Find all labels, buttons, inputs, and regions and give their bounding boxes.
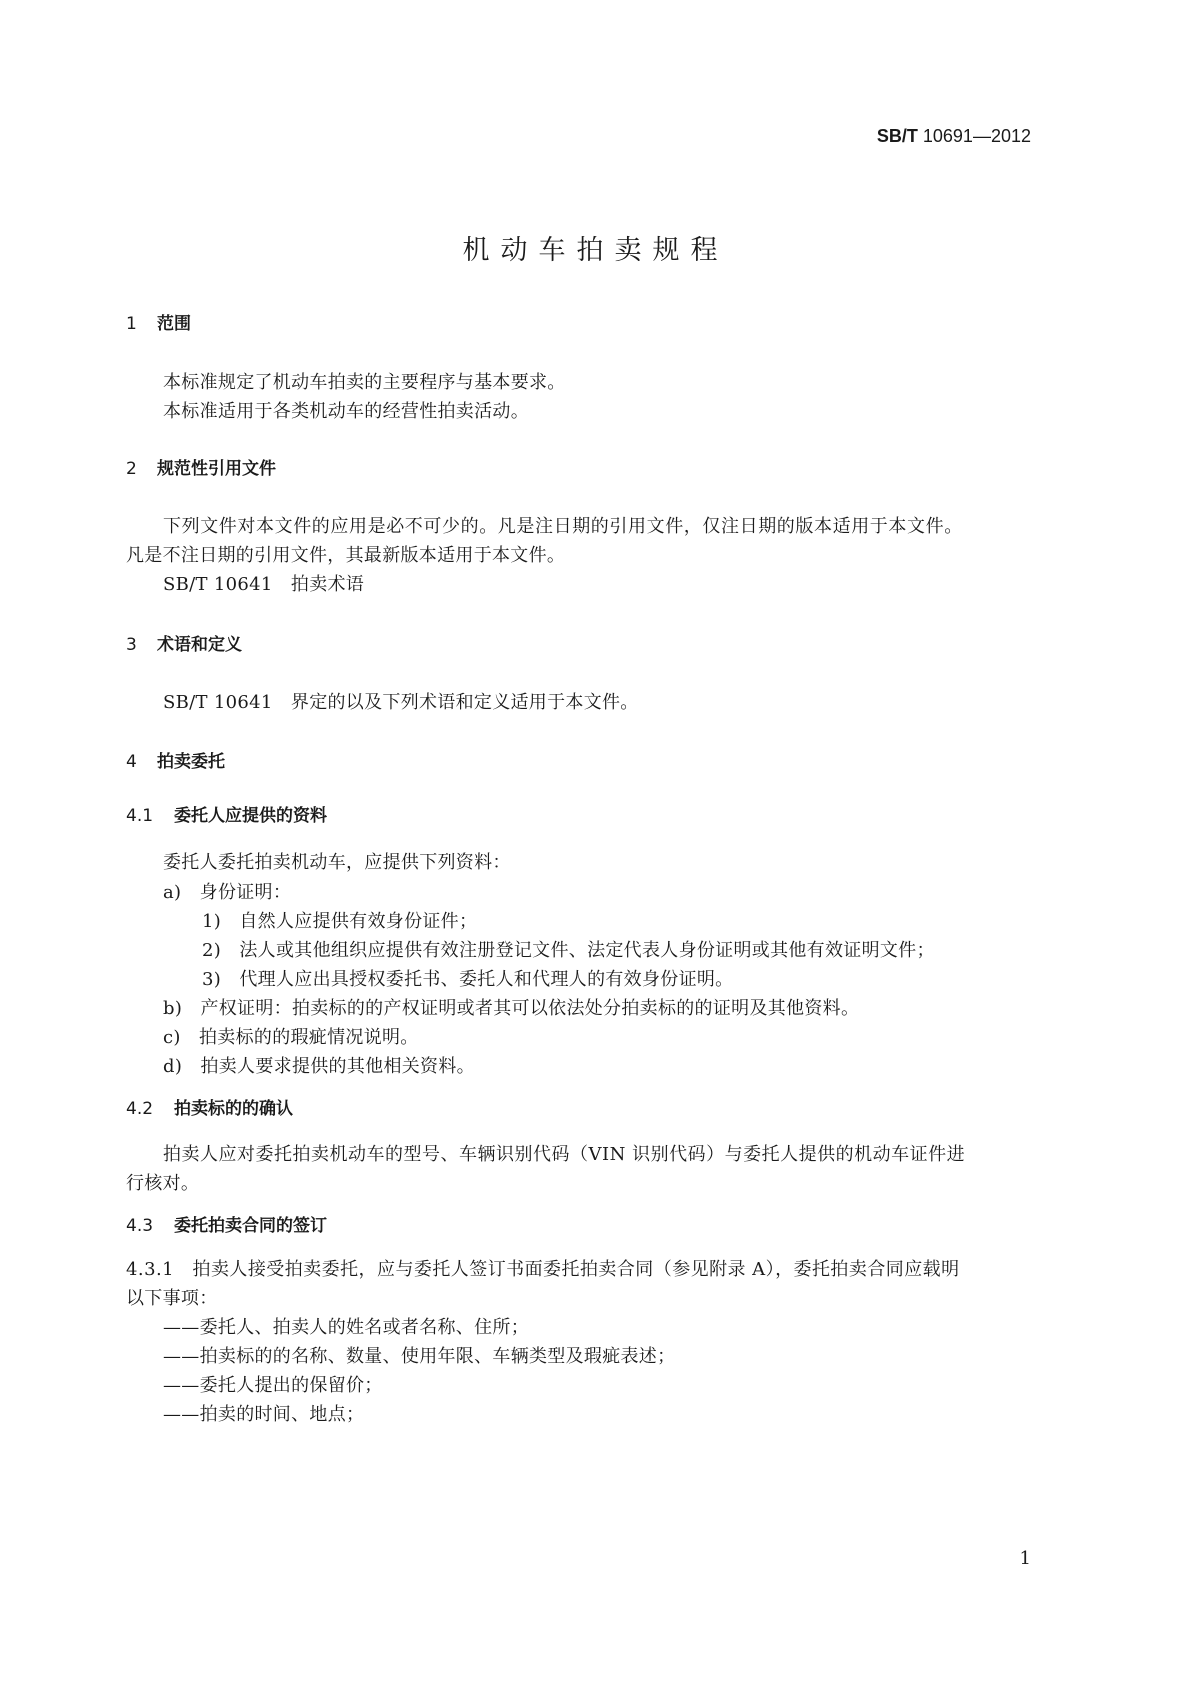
list-item: 1) 自然人应提供有效身份证件； (202, 911, 478, 932)
paragraph: 本标准适用于各类机动车的经营性拍卖活动。 (163, 401, 529, 422)
list-item: b) 产权证明：拍卖标的的产权证明或者其可以依法处分拍卖标的的证明及其他资料。 (163, 998, 860, 1019)
list-item: c) 拍卖标的的瑕疵情况说明。 (163, 1027, 419, 1048)
list-item: a) 身份证明： (163, 882, 292, 903)
paragraph: SB/T 10641 界定的以及下列术语和定义适用于本文件。 (163, 692, 639, 713)
section-4-1-heading: 4.1 委托人应提供的资料 (126, 806, 327, 826)
dash-list-item: ——委托人、拍卖人的姓名或者名称、住所； (163, 1317, 529, 1338)
section-4-3-heading: 4.3 委托拍卖合同的签订 (126, 1216, 327, 1236)
reference-item: SB/T 10641 拍卖术语 (163, 574, 365, 595)
section-2-heading: 2 规范性引用文件 (126, 459, 276, 479)
paragraph: 拍卖人应对委托拍卖机动车的型号、车辆识别代码（VIN 识别代码）与委托人提供的机动车证件进 (163, 1144, 966, 1165)
list-item: 2) 法人或其他组织应提供有效注册登记文件、法定代表人身份证明或其他有效证明文件； (202, 940, 935, 961)
standard-code: SB/T 10691—2012 (876, 126, 1031, 146)
list-item: d) 拍卖人要求提供的其他相关资料。 (163, 1056, 475, 1077)
dash-list-item: ——委托人提出的保留价； (163, 1375, 383, 1396)
dash-list-item: ——拍卖标的的名称、数量、使用年限、车辆类型及瑕疵表述； (163, 1346, 676, 1367)
section-1-heading: 1 范围 (126, 314, 191, 334)
section-4-2-heading: 4.2 拍卖标的的确认 (126, 1099, 293, 1119)
dash-list-item: ——拍卖的时间、地点； (163, 1404, 365, 1425)
paragraph: 凡是不注日期的引用文件，其最新版本适用于本文件。 (126, 545, 566, 566)
clause-4-3-1: 4.3.1 拍卖人接受拍卖委托，应与委托人签订书面委托拍卖合同（参见附录 A），委托拍卖合同应载明 (126, 1259, 960, 1280)
paragraph: 以下事项： (126, 1288, 218, 1309)
paragraph: 本标准规定了机动车拍卖的主要程序与基本要求。 (163, 372, 566, 393)
list-item: 3) 代理人应出具授权委托书、委托人和代理人的有效身份证明。 (202, 969, 734, 990)
paragraph: 行核对。 (126, 1173, 200, 1194)
paragraph: 下列文件对本文件的应用是必不可少的。凡是注日期的引用文件，仅注日期的版本适用于本文件。 (163, 516, 963, 537)
paragraph: 委托人委托拍卖机动车，应提供下列资料： (163, 852, 511, 873)
section-4-heading: 4 拍卖委托 (126, 752, 225, 772)
page-number: 1 (1019, 1548, 1031, 1569)
section-3-heading: 3 术语和定义 (126, 635, 242, 655)
document-title: 机动车拍卖规程 (462, 235, 729, 266)
